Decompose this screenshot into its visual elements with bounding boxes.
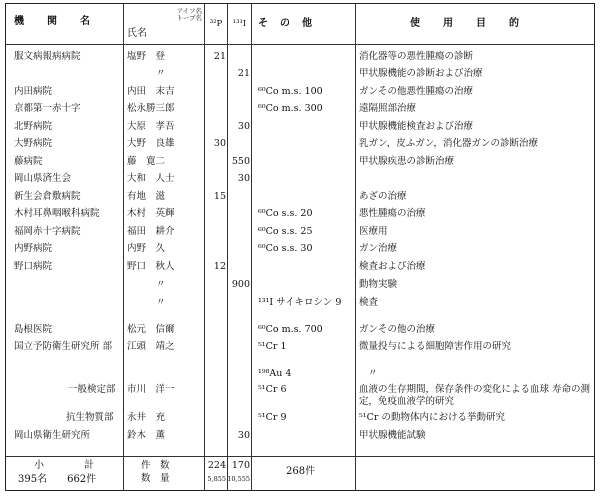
totals-divider [6,456,594,457]
purpose-text: 悪性腫瘍の治療 [359,208,426,219]
person-name: 内野 久 [127,243,166,254]
purpose-text: 甲状腺機能検査および治療 [359,121,474,132]
purpose-text: あざの治療 [359,191,407,202]
person-name: 福田 耕介 [127,226,175,237]
person-name: 大野 良雄 [127,138,175,149]
other-isotope: ⁶⁰Co m.s. 100 [258,86,323,97]
institution-name: 内野病院 [14,243,53,254]
i131-value: 30 [237,121,250,132]
header-p32: ³²P [209,19,223,29]
person-name: 塩野 登 [127,51,166,62]
purpose-text: 動物実験 [359,279,398,290]
institution-name: 野口病院 [14,261,53,272]
person-name: 〃 [156,279,166,290]
purpose-text: 遠隔照部治療 [359,103,417,114]
person-name: 鈴木 薫 [127,430,166,441]
i131-value: 550 [231,156,250,167]
purpose-text: ガンその他の治療 [359,324,436,335]
person-name: 有地 滋 [127,191,166,202]
total-p-count: 224 [207,460,226,471]
institution-name: 岡山県済生会 [14,173,72,184]
person-name: 松元 信爾 [127,324,175,335]
institution-name: 内田病院 [14,86,53,97]
person-name: 木村 英輝 [127,208,175,219]
total-count: 395名 662件 [18,474,97,485]
person-name: 内田 末吉 [127,86,175,97]
total-i-qty: 10,555 [227,475,250,483]
header-institution: 機 関 名 [14,16,91,27]
person-name: 市川 洋一 [127,384,175,395]
p32-value: 30 [213,138,226,149]
total-kind-count: 件 数 [141,460,170,471]
other-isotope: ⁵¹Cr 6 [258,384,287,395]
i131-value: 21 [237,68,250,79]
person-name: 永井 充 [127,412,166,423]
total-label: 小 計 [34,460,94,471]
other-isotope: ⁶⁰Co m.s. 700 [258,324,323,335]
purpose-text: 甲状腺機能の診断および治療 [359,68,483,79]
header-i131: ¹³¹I [232,19,247,29]
institution-name: 島根医院 [14,324,53,335]
person-name: 〃 [156,297,166,308]
header-other: そ の 他 [258,18,313,29]
p32-value: 12 [213,261,226,272]
header-isotope-name: アイソ名 トープ名 [176,7,202,22]
total-i-count: 170 [231,460,250,471]
purpose-text: 乳ガン，皮ふガン，消化器ガンの診断治療 [359,138,538,149]
purpose-text: ガン治療 [359,243,398,254]
purpose-text: 甲状腺疾患の診断治療 [359,156,455,167]
purpose-text: ⁵¹Cr の動物体内における挙動研究 [359,412,505,423]
header-divider [6,44,594,45]
institution-name: 福岡赤十字病院 [14,226,81,237]
person-name: 〃 [156,68,166,79]
i131-value: 30 [237,430,250,441]
p32-value: 15 [213,191,226,202]
person-name: 松永勝三郎 [127,103,175,114]
institution-name: 岡山県衛生研究所 [14,430,91,441]
other-isotope: ¹⁹⁸Au 4 [258,368,292,379]
header-purpose: 使 用 目 的 [410,18,520,29]
purpose-text: 微量投与による細胞障害作用の研究 [359,341,512,352]
purpose-text: 〃 [368,368,378,379]
purpose-text: 消化器等の悪性腫瘍の診断 [359,51,474,62]
institution-name: 抗生物質部 [66,412,114,423]
purpose-text: 医療用 [359,226,388,237]
institution-name: 大野病院 [14,138,53,149]
purpose-text: 甲状腺機能試験 [359,430,426,441]
other-isotope: ⁶⁰Co s.s. 30 [258,243,313,254]
purpose-text: 検査および治療 [359,261,426,272]
other-isotope: ¹³¹I サイキロシン 9 [258,297,342,308]
person-name: 大原 孝吾 [127,121,175,132]
other-isotope: ⁶⁰Co s.s. 20 [258,208,313,219]
institution-name: 一般検定部 [68,384,116,395]
col-divider [355,4,356,490]
col-divider [251,4,252,490]
institution-name: 京都第一赤十字 [14,103,81,114]
i131-value: 30 [237,173,250,184]
header-person: 氏名 [127,28,147,39]
total-other: 268件 [286,466,316,477]
person-name: 藤 寛二 [127,156,166,167]
institution-name: 服文病報病病院 [14,51,81,62]
total-p-qty: 5,855 [207,475,226,483]
institution-name: 国立予防衛生研究所 部 [14,341,113,352]
other-isotope: ⁵¹Cr 1 [258,341,287,352]
other-isotope: ⁶⁰Co s.s. 25 [258,226,313,237]
purpose-text: 検査 [359,297,379,308]
purpose-text: ガンその他悪性腫瘍の治療 [359,86,474,97]
other-isotope: ⁶⁰Co m.s. 300 [258,103,323,114]
institution-name: 木村耳鼻咽喉科病院 [14,208,100,219]
institution-name: 藤病院 [14,156,43,167]
person-name: 大和 人士 [127,173,175,184]
table [5,3,595,491]
other-isotope: ⁵¹Cr 9 [258,412,287,423]
institution-name: 新生会倉敷病院 [14,191,81,202]
i131-value: 900 [231,279,250,290]
institution-name: 北野病院 [14,121,53,132]
person-name: 江頭 靖之 [127,341,175,352]
purpose-text: 血液の生存期間，保存条件の変化による血球 寿命の測定，免疫血液学的研究 [359,384,591,407]
p32-value: 21 [213,51,226,62]
person-name: 野口 秋人 [127,261,175,272]
total-kind-qty: 数 量 [141,473,170,484]
